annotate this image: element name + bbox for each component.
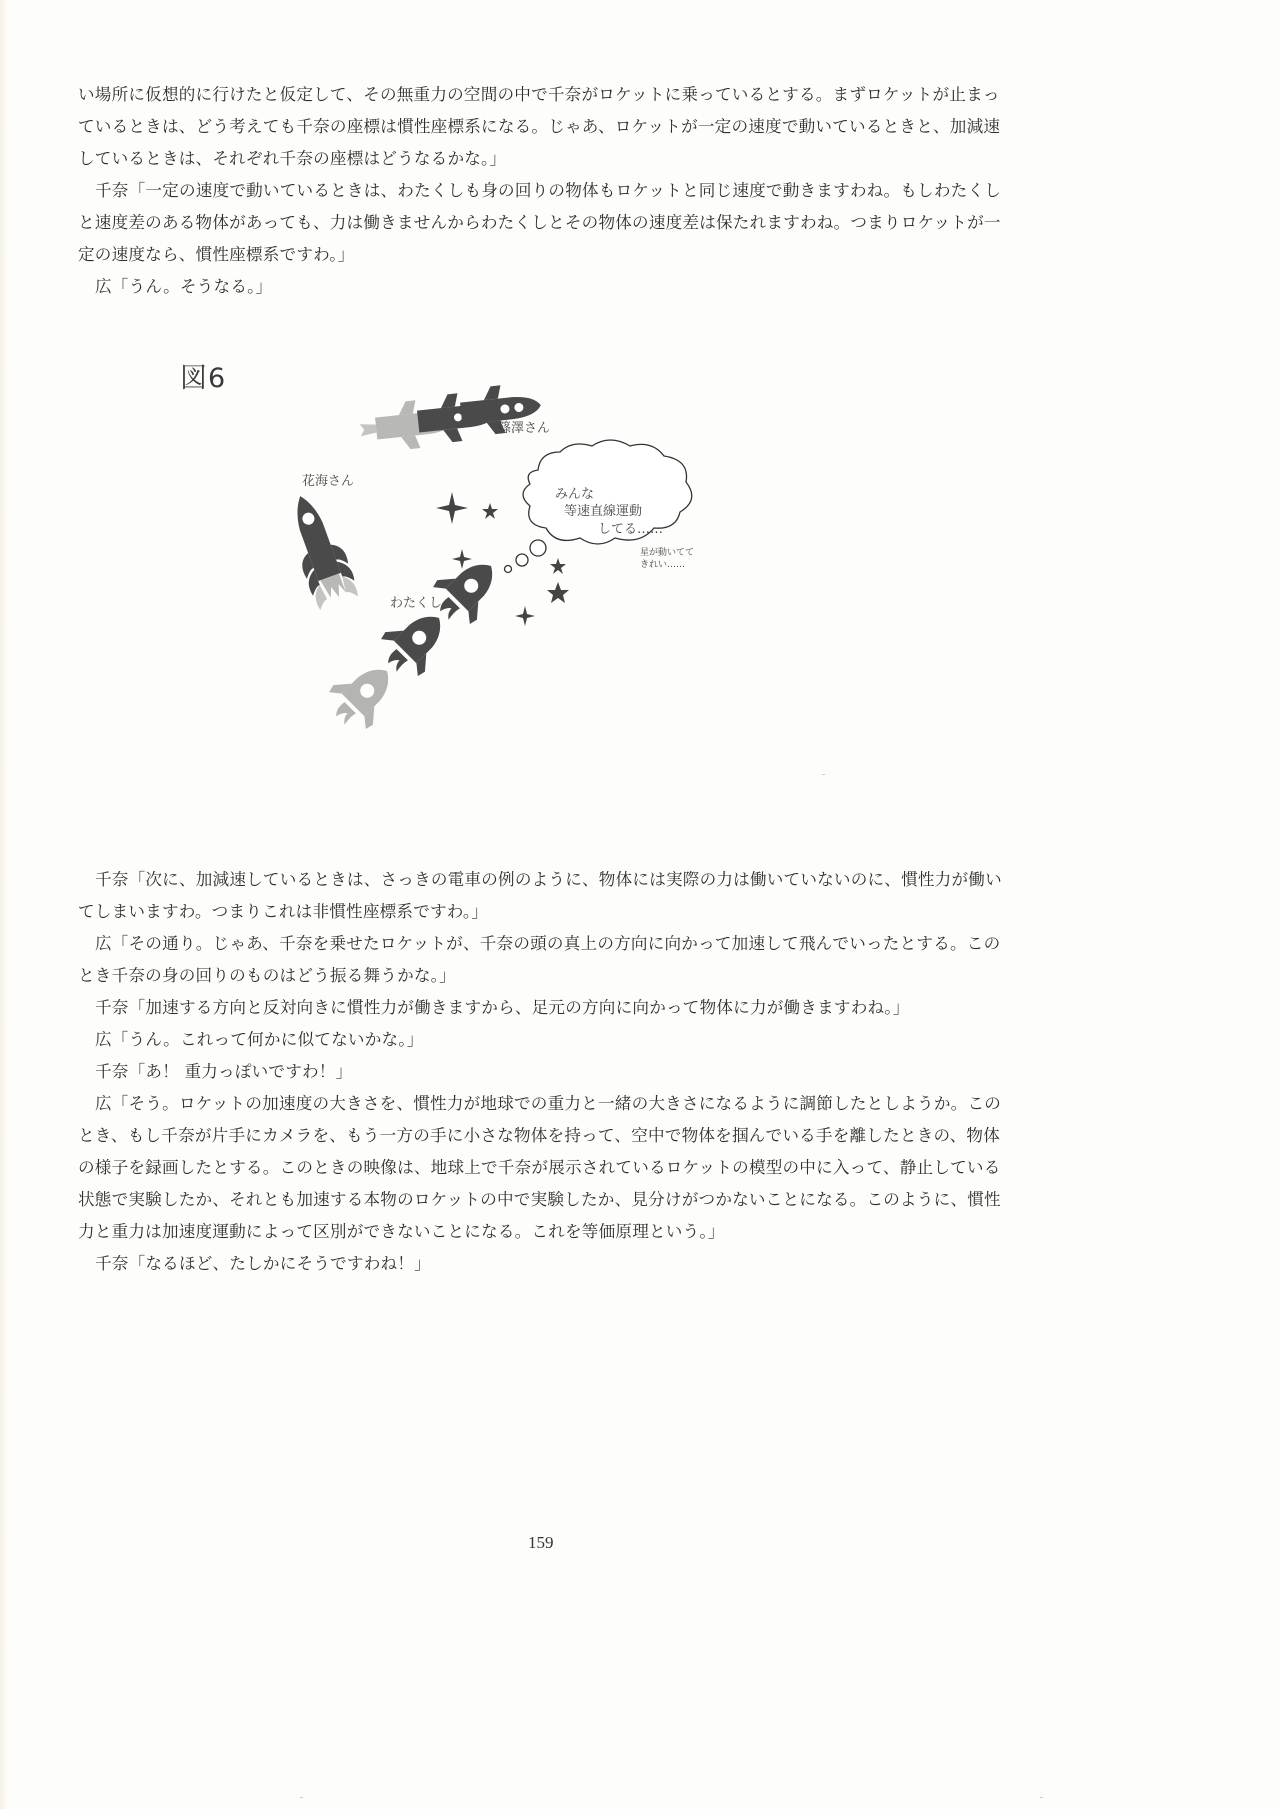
label-hanami: 花海さん: [302, 474, 355, 489]
paragraph-line: い場所に仮想的に行けたと仮定して、その無重力の空間の中で千奈がロケットに乗っているとする。まずロケットが止まっ: [78, 85, 1000, 104]
top-text-block: [78, 79, 1038, 303]
paragraph-line: てしまいますわ。つまりこれは非慣性座標系ですわ。」: [78, 902, 489, 921]
paragraph-line: とき千奈の身の回りのものはどう振る舞うかな。」: [78, 966, 456, 985]
paragraph-line: 定の速度なら、慣性座標系ですわ。」: [78, 245, 355, 264]
paragraph-line: 広「そう。ロケットの加速度の大きさを、慣性力が地球での重力と一緒の大きさになるように調節したとしようか。この: [95, 1094, 1002, 1113]
thought-line-3: してる……: [598, 522, 664, 537]
page-edge: [0, 0, 8, 1809]
paragraph-line: 千奈「なるほど、たしかにそうですわね！」: [95, 1254, 431, 1273]
thought-line-1: みんな: [555, 487, 595, 502]
paragraph-line: 状態で実験したか、それとも加速する本物のロケットの中で実験したか、見分けがつかないことになる。このように、慣性: [78, 1190, 1001, 1209]
paragraph-line: 広「その通り。じゃあ、千奈を乗せたロケットが、千奈の頭の真上の方向に向かって加速して飛んでいったとする。この: [95, 934, 1001, 953]
paragraph-line: 広「うん。そうなる。」: [95, 277, 273, 296]
page-number: 159: [528, 1533, 554, 1552]
paragraph-line: 広「うん。これって何かに似てないかな。」: [95, 1030, 424, 1049]
figure-label: 図6: [180, 363, 227, 394]
paragraph-line: とき、もし千奈が片手にカメラを、もう一方の手に小さな物体を持って、空中で物体を掴んでいる手を離したときの、物体: [78, 1126, 1000, 1145]
label-watakushi: わたくし: [390, 596, 443, 611]
paragraph-line: 千奈「加速する方向と反対向きに慣性力が働きますから、足元の方向に向かって物体に力が働きますわね。」: [95, 998, 910, 1017]
bottom-text-block: [78, 864, 1038, 1280]
thought-line-2: 等速直線運動: [564, 504, 643, 519]
paragraph-line: 千奈「あ！ 重力っぽいですわ！」: [95, 1062, 353, 1081]
label-shinozawa: 篠澤さん: [498, 421, 551, 436]
rocket-hanami: [279, 488, 361, 611]
figure-rockets: [240, 380, 760, 740]
paragraph-line: と速度差のある物体があっても、力は働きませんからわたくしとその物体の速度差は保たれますわね。つまりロケットが一: [78, 213, 1001, 232]
paragraph-line: 千奈「一定の速度で動いているときは、わたくしも身の回りの物体もロケットと同じ速度で動きますわね。もしわたくし: [95, 181, 1002, 200]
scan-speck: [1040, 1797, 1043, 1798]
side-note-line-2: きれい……: [640, 560, 686, 570]
paragraph-line: 力と重力は加速度運動によって区別ができないことになる。これを等価原理という。」: [78, 1222, 725, 1241]
scan-speck: [822, 774, 825, 775]
paragraph-line: ているときは、どう考えても千奈の座標は慣性座標系になる。じゃあ、ロケットが一定の速度で動いているときと、加減速: [78, 117, 1001, 136]
paragraph-line: しているときは、それぞれ千奈の座標はどうなるかな。」: [78, 149, 507, 168]
paragraph-line: の様子を録画したとする。このときの映像は、地球上で千奈が展示されているロケットの模型の中に入って、静止している: [78, 1158, 1001, 1177]
scan-speck: [300, 1797, 303, 1798]
side-note-line-1: 星が動いてて: [640, 548, 695, 558]
paragraph-line: 千奈「次に、加減速しているときは、さっきの電車の例のように、物体には実際の力は働いていないのに、慣性力が働い: [95, 870, 1002, 889]
